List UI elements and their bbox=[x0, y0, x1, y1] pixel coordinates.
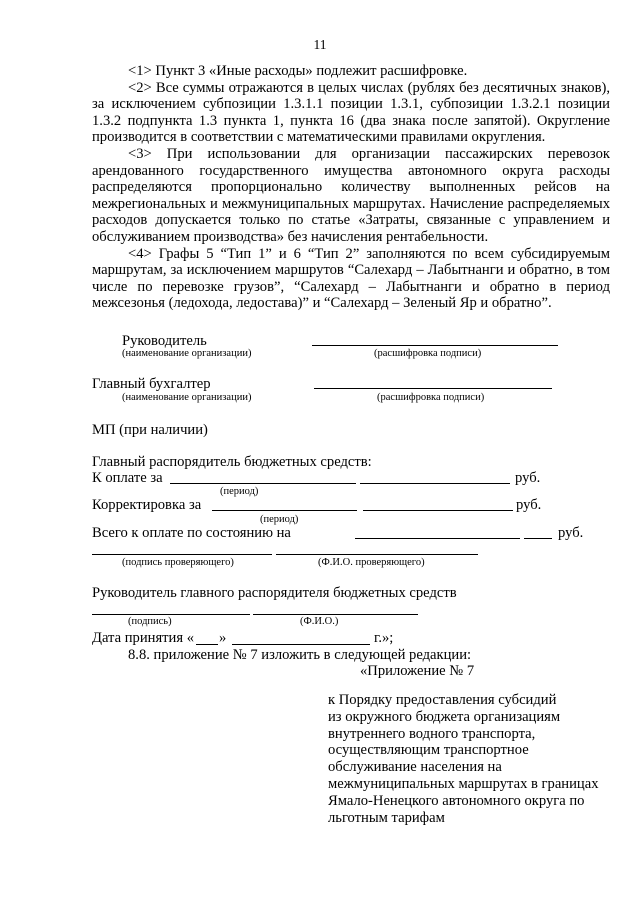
appendix-subtitle bbox=[328, 692, 628, 826]
chief-label: Руководитель главного распорядителя бюджетных средств bbox=[92, 585, 457, 601]
currency-1: руб. bbox=[515, 470, 541, 486]
appendix-line: к Порядку предоставления субсидий bbox=[328, 692, 557, 708]
footnote-2: <2> Все суммы отражаются в целых числах (рублях без десятичных знаков), за исключением субпозиции 1.3.1.1 позиции 1.3.1, субпозиции 1.3.2.1 позиции 1.3.2 подпункта 1.3 пункта 1, пункта 16 (два знака после запятой). Округление производится в соответствии с математическими правилами округления. bbox=[92, 79, 610, 146]
period-hint-1: (период) bbox=[220, 486, 259, 497]
total-date-line[interactable] bbox=[355, 538, 520, 539]
appendix-line: межмуниципальных маршрутах в границах bbox=[328, 775, 599, 792]
to-pay-period-line[interactable] bbox=[170, 483, 356, 484]
appendix-title: «Приложение № 7 bbox=[360, 663, 475, 679]
to-pay-amount-line[interactable] bbox=[360, 483, 510, 484]
footnote-3: <3> При использовании для организации пассажирских перевозок арендованного государственного имущества автономного округа расходы распределяются пропорционально количеству выполненных рейсов на межрегиональных и межмуниципальных маршрутах. Начисление распределяемых расходов допускается только по статье «Затраты, связанные с управлением и обслуживанием производства» без начисления рентабельности. bbox=[92, 145, 610, 245]
date-label-start: Дата принятия « bbox=[92, 630, 195, 646]
chief-sign-hint: (подпись) bbox=[128, 616, 172, 627]
manager-label: Главный распорядитель бюджетных средств: bbox=[92, 454, 372, 470]
appendix-line: внутреннего водного транспорта, bbox=[328, 725, 536, 742]
appendix-line: осуществляющим транспортное bbox=[328, 742, 529, 759]
appendix-line: Ямало-Ненецкого автономного округа по bbox=[328, 792, 585, 809]
accountant-label: Главный бухгалтер bbox=[92, 376, 211, 392]
date-label-end: г.»; bbox=[374, 630, 394, 646]
page-number: 11 bbox=[313, 37, 327, 52]
correction-period-line[interactable] bbox=[212, 510, 357, 511]
date-label-mid: » bbox=[219, 630, 227, 646]
total-amount-line[interactable] bbox=[524, 538, 552, 539]
total-label: Всего к оплате по состоянию на bbox=[92, 525, 291, 541]
accountant-org-hint: (наименование организации) bbox=[122, 392, 252, 403]
chief-name-line[interactable] bbox=[253, 614, 418, 615]
period-hint-2: (период) bbox=[260, 514, 299, 525]
chief-name-hint: (Ф.И.О.) bbox=[300, 616, 339, 627]
checker-name-hint: (Ф.И.О. проверяющего) bbox=[318, 557, 425, 568]
head-org-hint: (наименование организации) bbox=[122, 348, 252, 359]
date-month-line[interactable] bbox=[232, 644, 370, 645]
correction-amount-line[interactable] bbox=[363, 510, 513, 511]
footnote-4: <4> Графы 5 “Тип 1” и 6 “Тип 2” заполняются по всем субсидируемым маршрутам, за исключением маршрутов “Салехард – Лабытнанги и обратно, в том числе по перевозке грузов”, “Салехард – Лабытнанги и обратно в период межсезонья (ледохода, ледостава)” и “Салехард – Зеленый Яр и обратно”. bbox=[92, 245, 610, 312]
head-label: Руководитель bbox=[122, 333, 207, 349]
accountant-sign-line[interactable] bbox=[314, 388, 552, 389]
to-pay-label: К оплате за bbox=[92, 470, 163, 486]
footnote-1: <1> Пункт 3 «Иные расходы» подлежит расшифровке. bbox=[128, 63, 468, 79]
footnotes bbox=[92, 63, 610, 312]
date-day-line[interactable] bbox=[196, 644, 218, 645]
checker-sign-hint: (подпись проверяющего) bbox=[122, 557, 234, 568]
checker-name-line[interactable] bbox=[276, 554, 478, 555]
chief-sign-line[interactable] bbox=[92, 614, 250, 615]
appendix-line: обслуживание населения на bbox=[328, 759, 502, 776]
checker-sign-line[interactable] bbox=[92, 554, 272, 555]
appendix-line: льготным тарифам bbox=[328, 809, 445, 826]
currency-3: руб. bbox=[558, 525, 584, 541]
head-sign-hint: (расшифровка подписи) bbox=[374, 348, 482, 359]
amendment-text: 8.8. приложение № 7 изложить в следующей редакции: bbox=[128, 647, 472, 663]
stamp-place: МП (при наличии) bbox=[92, 422, 208, 438]
correction-label: Корректировка за bbox=[92, 497, 202, 513]
appendix-line: из окружного бюджета организациям bbox=[328, 708, 561, 725]
head-sign-line[interactable] bbox=[312, 345, 558, 346]
currency-2: руб. bbox=[516, 497, 542, 513]
accountant-sign-hint: (расшифровка подписи) bbox=[377, 392, 485, 403]
